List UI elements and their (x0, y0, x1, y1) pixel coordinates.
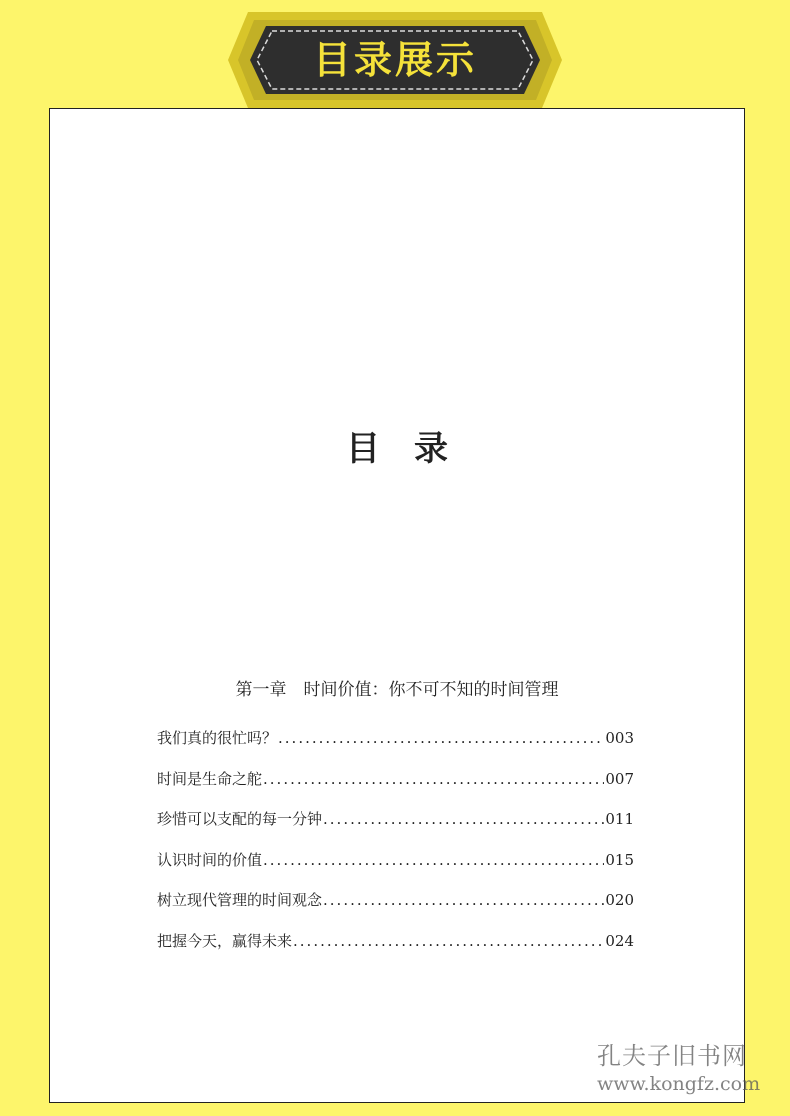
toc-leader-dots (278, 729, 604, 747)
toc-entry-page: 003 (605, 729, 634, 747)
toc-leader-dots (323, 810, 604, 828)
toc-leader-dots (263, 851, 604, 869)
toc-entry (157, 849, 634, 890)
toc-entry (157, 889, 634, 930)
toc-entry-page: 020 (605, 891, 634, 909)
watermark (597, 1036, 777, 1095)
toc-entry (157, 808, 634, 849)
table-of-contents (157, 727, 634, 970)
watermark-name: 孔夫子旧书网 (597, 1042, 747, 1070)
watermark-url: www.kongfz.com (597, 1073, 761, 1095)
toc-leader-dots (263, 770, 604, 788)
document-page (49, 108, 745, 1103)
toc-entry-title: 我们真的很忙吗？ (157, 729, 278, 747)
banner-title: 目录展示 (312, 38, 477, 82)
toc-entry-title: 认识时间的价值 (157, 850, 263, 869)
header-banner (228, 12, 562, 108)
toc-entry (157, 727, 634, 768)
toc-entry (157, 768, 634, 809)
document-title: 目 录 (346, 429, 448, 469)
chapter-title: 第一章 时间价值：你不可不知的时间管理 (235, 680, 559, 700)
toc-entry-page: 007 (605, 769, 634, 788)
toc-entry-page: 015 (605, 850, 634, 869)
toc-entry-title: 把握今天，赢得未来 (157, 931, 293, 950)
toc-entry-title: 时间是生命之舵 (157, 769, 263, 788)
toc-leader-dots (323, 891, 604, 909)
toc-entry-page: 024 (605, 931, 634, 950)
toc-leader-dots (293, 932, 604, 950)
toc-entry-title: 树立现代管理的时间观念 (157, 891, 323, 909)
toc-entry-page: 011 (605, 810, 634, 828)
toc-entry-title: 珍惜可以支配的每一分钟 (157, 810, 323, 828)
toc-entry (157, 930, 634, 971)
